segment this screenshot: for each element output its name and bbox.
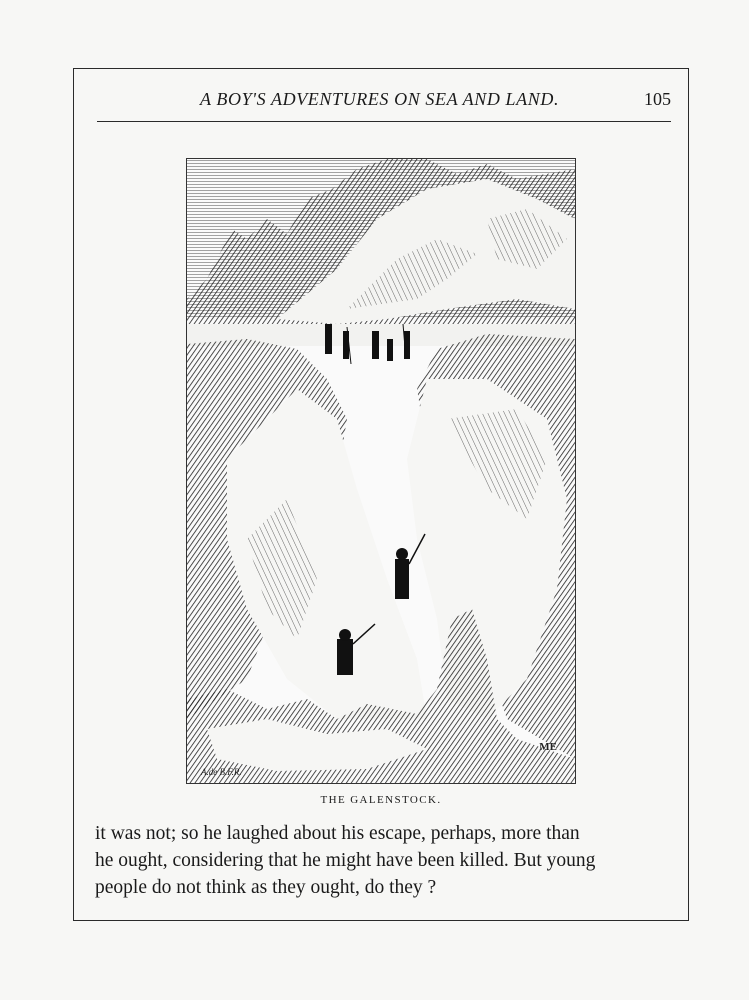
running-title: A BOY'S ADVENTURES ON SEA AND LAND. — [200, 89, 560, 109]
body-line: people do not think as they ought, do they ? — [95, 877, 437, 898]
engraving-artwork — [187, 159, 575, 783]
artist-monogram: ME — [539, 741, 557, 753]
galenstock-engraving — [186, 158, 576, 784]
page-number: 105 — [644, 89, 671, 109]
body-line: it was not; so he laughed about his escape, perhaps, more than — [95, 823, 580, 844]
running-header — [98, 86, 674, 114]
engraver-signature: A.de B.F.R. — [201, 767, 242, 777]
header-rule — [97, 121, 671, 122]
illustration-caption: THE GALENSTOCK. — [320, 794, 442, 806]
body-line: he ought, considering that he might have been killed. But young — [95, 850, 596, 871]
body-paragraph — [95, 820, 670, 901]
